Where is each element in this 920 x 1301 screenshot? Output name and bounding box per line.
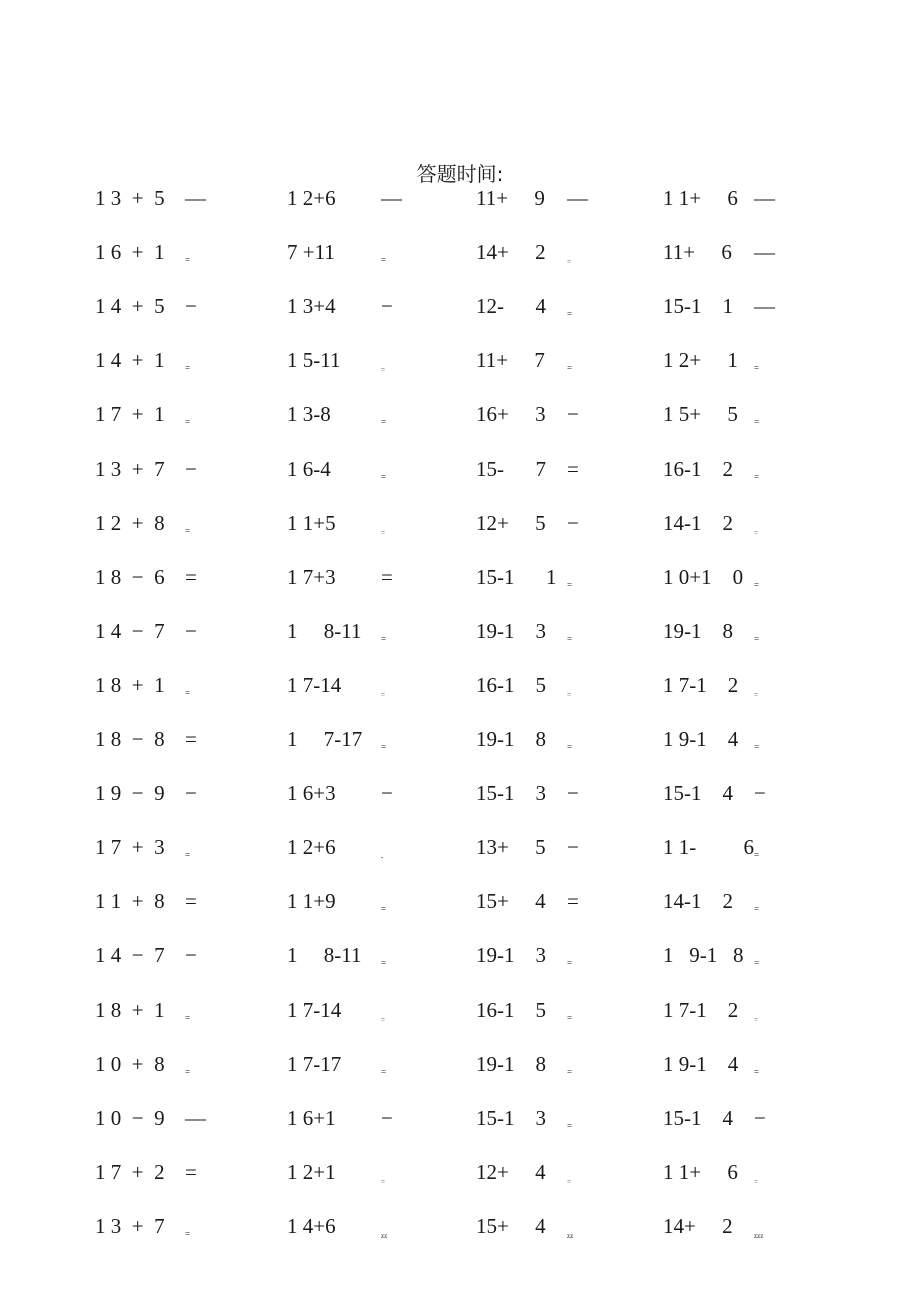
problem-expression: 1 9-1 4 xyxy=(663,1051,739,1076)
problem-row xyxy=(0,402,920,442)
answer-blank[interactable]: = xyxy=(567,1177,571,1186)
answer-blank[interactable]: = xyxy=(185,687,191,698)
answer-blank[interactable]: — xyxy=(754,240,775,265)
answer-blank[interactable]: = xyxy=(567,1120,573,1131)
problem-expression: 12+ 5 xyxy=(476,510,546,535)
problem-expression: 1 6 + 1 xyxy=(95,240,165,265)
problem-expression: 1 9-1 8 xyxy=(663,943,744,968)
answer-blank[interactable]: = xyxy=(185,1066,191,1077)
problem-expression: 15+ 4 xyxy=(476,1213,546,1238)
problem-expression: 1 7-1 2 xyxy=(663,997,739,1022)
answer-blank[interactable]: — xyxy=(381,186,402,210)
problem-expression: 19-1 3 xyxy=(476,618,546,643)
answer-blank[interactable]: zz xyxy=(567,1231,574,1240)
problem-expression: 14-1 2 xyxy=(663,510,733,535)
problem-expression: 1 7-1 2 xyxy=(663,672,739,697)
problem-expression: 15-1 4 xyxy=(663,1105,733,1130)
problem-expression: 1 0+1 0 xyxy=(663,564,744,589)
problem-expression: 1 4 + 1 xyxy=(95,348,165,373)
answer-blank[interactable]: = xyxy=(567,456,579,481)
problem-row xyxy=(0,565,920,605)
problem-expression: 12+ 4 xyxy=(476,1159,546,1184)
problem-expression: 1 3 + 7 xyxy=(95,1213,165,1238)
answer-blank[interactable]: − xyxy=(381,781,393,806)
problem-expression: 1 2+ 1 xyxy=(663,348,738,373)
problem-expression: 15-1 1 xyxy=(476,564,557,589)
problem-expression: 1 8 + 1 xyxy=(95,997,165,1022)
problem-row xyxy=(0,998,920,1038)
answer-blank[interactable]: = xyxy=(754,417,760,428)
problem-expression: 1 1+ 6 xyxy=(663,186,738,210)
problem-expression: 1 1 + 8 xyxy=(95,889,165,914)
problem-row xyxy=(0,727,920,767)
answer-blank[interactable]: zzz xyxy=(754,1231,764,1240)
answer-blank[interactable]: = xyxy=(567,742,573,752)
problem-expression: 13+ 5 xyxy=(476,835,546,860)
answer-blank[interactable]: = xyxy=(185,363,191,374)
problem-expression: 12- 4 xyxy=(476,294,546,319)
problem-expression: 1 8-11 xyxy=(287,618,362,643)
problem-row xyxy=(0,889,920,929)
answer-blank[interactable]: = xyxy=(567,690,571,699)
answer-blank[interactable]: = xyxy=(567,889,579,914)
problem-expression: 11+ 6 xyxy=(663,240,732,265)
problem-expression: 1 7 + 3 xyxy=(95,835,165,860)
answer-blank[interactable]: − xyxy=(185,618,197,643)
answer-blank[interactable]: — xyxy=(185,186,206,210)
problem-expression: 1 7 + 1 xyxy=(95,402,165,427)
problem-row xyxy=(0,1052,920,1092)
problem-expression: 15+ 4 xyxy=(476,889,546,914)
problem-expression: 1 2 + 8 xyxy=(95,510,165,535)
answer-blank[interactable]: = xyxy=(185,850,191,861)
answer-time-label: 答题时间: xyxy=(416,162,504,186)
problem-expression: 1 4 − 7 xyxy=(95,943,165,968)
answer-blank[interactable]: - xyxy=(381,853,384,862)
answer-blank[interactable]: − xyxy=(381,294,393,319)
answer-blank[interactable]: = xyxy=(754,528,758,537)
problem-expression: 7 +11 xyxy=(287,240,335,265)
problem-row xyxy=(0,673,920,713)
problem-expression: 11+ 7 xyxy=(476,348,545,373)
problem-expression: 1 8 − 8 xyxy=(95,727,165,751)
problem-expression: 1 4+6 xyxy=(287,1213,336,1238)
answer-blank[interactable]: — xyxy=(754,186,775,210)
problem-expression: 1 5+ 5 xyxy=(663,402,738,427)
problem-row xyxy=(0,457,920,497)
problem-expression: 1 4 + 5 xyxy=(95,294,165,319)
problem-expression: 15-1 4 xyxy=(663,781,733,806)
answer-blank[interactable]: − xyxy=(567,402,579,427)
problem-expression: 19-1 8 xyxy=(476,1051,546,1076)
problem-expression: 1 9-1 4 xyxy=(663,727,739,751)
problem-row xyxy=(0,348,920,388)
problem-expression: 1 1- 6 xyxy=(663,835,754,860)
answer-blank[interactable]: = xyxy=(754,1066,760,1077)
answer-blank[interactable]: = xyxy=(185,417,191,428)
answer-blank[interactable]: = xyxy=(185,1228,191,1239)
problem-expression: 1 1+ 6 xyxy=(663,1159,738,1184)
answer-blank[interactable]: — xyxy=(185,1105,206,1130)
answer-blank[interactable]: = xyxy=(567,633,573,644)
problem-expression: 1 2+6 xyxy=(287,835,336,860)
problem-expression: 19-1 3 xyxy=(476,943,546,968)
answer-blank[interactable]: = xyxy=(381,633,387,644)
answer-blank[interactable]: = xyxy=(185,525,191,536)
answer-blank[interactable]: = xyxy=(754,1177,758,1186)
answer-blank[interactable]: = xyxy=(567,1012,573,1023)
answer-blank[interactable]: = xyxy=(567,363,573,374)
problem-expression: 16+ 3 xyxy=(476,402,546,427)
problem-expression: 1 6+1 xyxy=(287,1105,336,1130)
answer-blank[interactable]: = xyxy=(185,727,197,751)
answer-blank[interactable]: − xyxy=(567,835,579,860)
problem-expression: 1 3 + 5 xyxy=(95,186,165,210)
answer-blank[interactable]: = xyxy=(567,958,573,969)
answer-blank[interactable]: = xyxy=(381,742,387,752)
answer-blank[interactable]: = xyxy=(381,690,385,699)
problem-row xyxy=(0,240,920,280)
problem-expression: 1 1+5 xyxy=(287,510,336,535)
problem-row xyxy=(0,1160,920,1200)
answer-blank[interactable]: — xyxy=(754,294,775,319)
problem-expression: 1 7-17 xyxy=(287,1051,342,1076)
problem-row xyxy=(0,619,920,659)
problem-expression: 1 8 − 6 xyxy=(95,564,165,589)
answer-blank[interactable]: − xyxy=(185,456,197,481)
problem-expression: 1 6-4 xyxy=(287,456,331,481)
problem-expression: 1 0 + 8 xyxy=(95,1051,165,1076)
answer-blank[interactable]: = xyxy=(754,363,760,374)
problem-expression: 1 7 + 2 xyxy=(95,1159,165,1184)
problem-expression: 1 7+3 xyxy=(287,564,336,589)
answer-blank[interactable]: = xyxy=(381,564,393,589)
problem-expression: 1 2+1 xyxy=(287,1159,336,1184)
problem-row xyxy=(0,943,920,983)
answer-blank[interactable]: = xyxy=(754,958,760,969)
answer-blank[interactable]: = xyxy=(754,579,760,590)
answer-blank[interactable]: = xyxy=(381,528,385,537)
answer-blank[interactable]: − xyxy=(754,1105,766,1130)
problem-expression: 1 6+3 xyxy=(287,781,336,806)
problem-expression: 14+ 2 xyxy=(663,1213,733,1238)
problem-expression: 14+ 2 xyxy=(476,240,546,265)
problem-expression: 19-1 8 xyxy=(663,618,733,643)
problem-expression: 1 7-14 xyxy=(287,672,342,697)
problem-expression: 15- 7 xyxy=(476,456,546,481)
answer-blank[interactable]: − xyxy=(185,294,197,319)
answer-blank[interactable]: = xyxy=(567,309,573,320)
problem-row xyxy=(0,511,920,551)
problem-expression: 16-1 2 xyxy=(663,456,733,481)
problem-expression: 1 8-11 xyxy=(287,943,362,968)
answer-blank[interactable]: = xyxy=(754,1015,758,1024)
answer-blank[interactable]: = xyxy=(381,255,387,266)
answer-blank[interactable]: − xyxy=(567,781,579,806)
problem-expression: 16-1 5 xyxy=(476,672,546,697)
problem-row xyxy=(0,835,920,875)
answer-blank[interactable]: − xyxy=(567,510,579,535)
problem-expression: 1 1+9 xyxy=(287,889,336,914)
answer-blank[interactable]: = xyxy=(381,958,387,969)
problem-expression: 14-1 2 xyxy=(663,889,733,914)
answer-blank[interactable]: = xyxy=(754,690,758,699)
problem-row xyxy=(0,294,920,334)
problem-expression: 15-1 3 xyxy=(476,1105,546,1130)
problem-row xyxy=(0,781,920,821)
answer-blank[interactable]: = xyxy=(381,1066,387,1077)
answer-blank[interactable]: = xyxy=(185,1012,191,1023)
problem-expression: 1 3 + 7 xyxy=(95,456,165,481)
answer-blank[interactable]: — xyxy=(567,186,588,210)
answer-blank[interactable]: = xyxy=(754,633,760,644)
answer-blank[interactable]: = xyxy=(381,471,387,482)
problem-expression: 1 7-17 xyxy=(287,727,363,751)
answer-blank[interactable]: − xyxy=(381,1105,393,1130)
problem-expression: 11+ 9 xyxy=(476,186,545,210)
answer-blank[interactable]: = xyxy=(381,417,387,428)
answer-blank[interactable]: = xyxy=(754,471,760,482)
problem-expression: 1 4 − 7 xyxy=(95,618,165,643)
problem-row xyxy=(0,1214,920,1254)
problem-expression: 16-1 5 xyxy=(476,997,546,1022)
problem-expression: 1 3+4 xyxy=(287,294,336,319)
problem-expression: 1 2+6 xyxy=(287,186,336,210)
problem-expression: 1 5-11 xyxy=(287,348,341,373)
answer-blank[interactable]: = xyxy=(185,255,191,266)
problem-expression: 1 7-14 xyxy=(287,997,342,1022)
answer-blank[interactable]: = xyxy=(185,1159,197,1184)
answer-blank[interactable]: = xyxy=(754,850,760,861)
answer-blank[interactable]: = xyxy=(381,366,385,375)
answer-blank[interactable]: = xyxy=(567,579,573,590)
answer-blank[interactable]: − xyxy=(185,781,197,806)
answer-blank[interactable]: = xyxy=(381,1015,385,1024)
answer-blank[interactable]: zz xyxy=(381,1231,388,1240)
problem-expression: 1 8 + 1 xyxy=(95,672,165,697)
answer-blank[interactable]: = xyxy=(185,889,197,914)
answer-blank[interactable]: = xyxy=(567,1066,573,1077)
answer-blank[interactable]: = xyxy=(754,742,760,752)
answer-blank[interactable]: = xyxy=(185,564,197,589)
answer-blank[interactable]: = xyxy=(381,1177,385,1186)
answer-blank[interactable]: = xyxy=(754,904,760,915)
problem-expression: 15-1 1 xyxy=(663,294,733,319)
problem-expression: 1 3-8 xyxy=(287,402,331,427)
problem-expression: 1 0 − 9 xyxy=(95,1105,165,1130)
answer-blank[interactable]: − xyxy=(754,781,766,806)
problem-expression: 15-1 3 xyxy=(476,781,546,806)
problem-expression: 19-1 8 xyxy=(476,727,546,751)
problem-row xyxy=(0,186,920,226)
answer-blank[interactable]: = xyxy=(381,904,387,915)
answer-blank[interactable]: = xyxy=(567,258,571,267)
problem-expression: 1 9 − 9 xyxy=(95,781,165,806)
problem-row xyxy=(0,1106,920,1146)
answer-blank[interactable]: − xyxy=(185,943,197,968)
